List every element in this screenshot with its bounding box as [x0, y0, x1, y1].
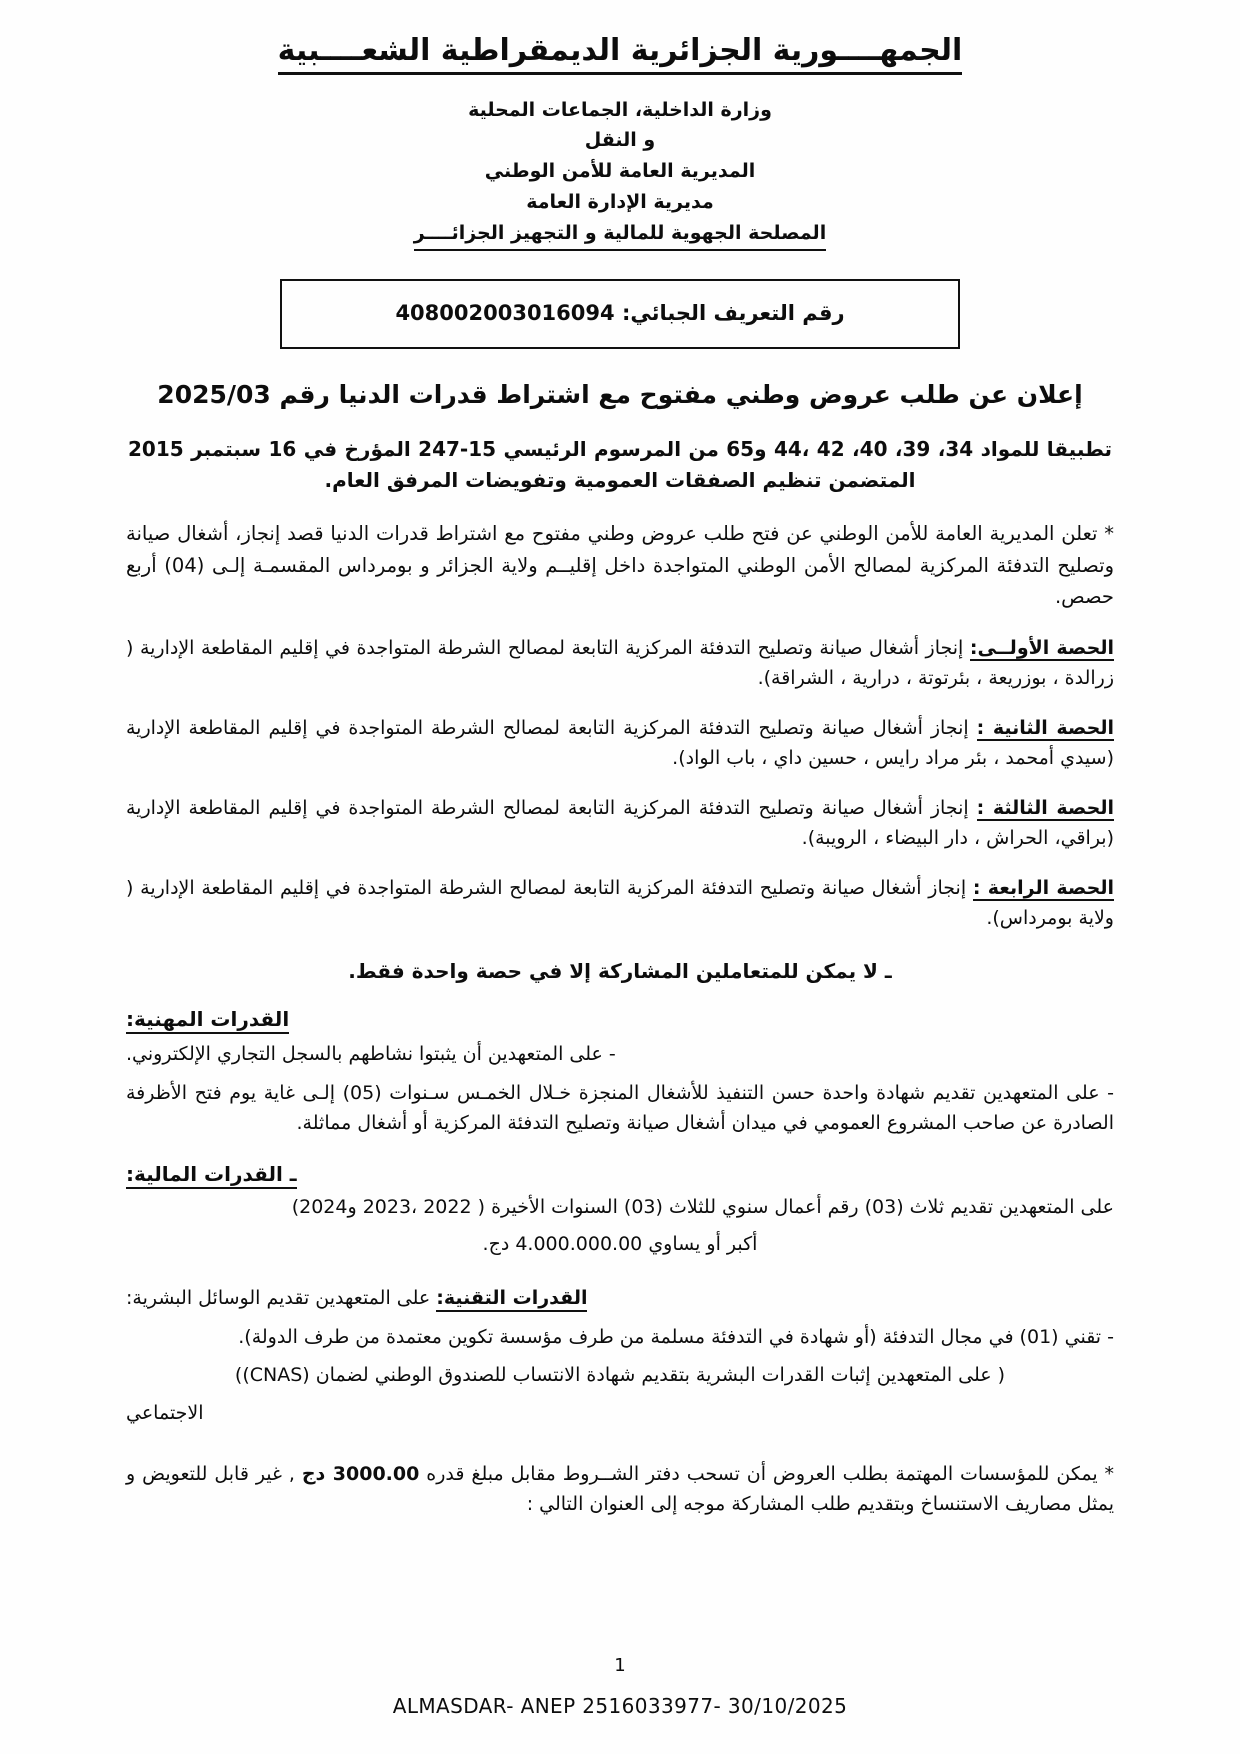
lot-item [126, 713, 1114, 773]
technical-capacities-heading-rest: على المتعهدين تقديم الوسائل البشرية: [126, 1287, 431, 1310]
ministry-block [120, 95, 1120, 252]
technical-item-2: ( على المتعهدين إثبات القدرات البشرية بتقديم شهادة الانتساب للصندوق الوطني لضمان (CNAS)) [234, 1363, 1006, 1386]
ministry-line-3: المديرية العامة للأمن الوطني [484, 160, 756, 183]
ministry-line-2: و النقل [584, 129, 656, 152]
technical-capacities-heading-text: القدرات التقنية: [436, 1287, 587, 1312]
financial-amount-suffix: دج. [482, 1232, 510, 1255]
technical-item-3: الاجتماعي [126, 1402, 204, 1425]
closing-paragraph [126, 1459, 1114, 1521]
financial-amount-prefix: أكبر أو يساوي [648, 1232, 758, 1255]
ministry-line-1: وزارة الداخلية، الجماعات المحلية [468, 98, 772, 121]
single-lot-notice: ـ لا يمكن للمتعاملين المشاركة إلا في حصة واحدة فقط. [348, 959, 892, 984]
technical-item-1: - تقني (01) في مجال التدفئة (أو شهادة في التدفئة مسلمة من طرف مؤسسة تكوين معتمدة من طرف الدولة). [238, 1325, 1114, 1348]
closing-part-1: * يمكن للمؤسسات المهتمة بطلب العروض أن تسحب دفتر الشــروط مقابل مبلغ قدره [426, 1462, 1115, 1485]
technical-capacities-heading [126, 1283, 1114, 1313]
financial-line-2 [126, 1229, 1114, 1259]
financial-line-1: على المتعهدين تقديم ثلاث (03) رقم أعمال سنوي للثلاث (03) السنوات الأخيرة ( 2022 ،2023 و2024) [291, 1196, 1114, 1219]
lot-body: إنجاز أشغال صيانة وتصليح التدفئة المركزية التابعة لمصالح الشرطة المتواجدة في إقليم المقاطعة الإدارية ( ولاية بومرداس). [126, 877, 1114, 930]
professional-capacities-heading-text: القدرات المهنية: [126, 1007, 289, 1034]
lot-label: الحصة الثانية : [976, 717, 1114, 740]
lot-body: إنجاز أشغال صيانة وتصليح التدفئة المركزية التابعة لمصالح الشرطة المتواجدة في إقليم المقاطعة الإدارية ( زرالدة ، بوزريعة ، بئرتوتة ، درارية ، الشراقة). [126, 637, 1114, 690]
professional-item-1: - على المتعهدين أن يثبتوا نشاطهم بالسجل التجاري الإلكتروني. [126, 1043, 616, 1066]
tax-id-value: 408002003016094 [395, 301, 615, 326]
professional-capacities-heading [126, 1007, 1114, 1031]
withdrawal-amount: 3000.00 دج [301, 1462, 420, 1485]
republic-title-text: الجمهــــورية الجزائرية الديمقراطية الشعــــبية [278, 32, 963, 75]
ministry-line-5: المصلحة الجهوية للمالية و التجهيز الجزائــــر [414, 218, 826, 252]
tax-id-line [292, 301, 948, 325]
financial-capacities-heading [126, 1162, 1114, 1186]
lot-body: إنجاز أشغال صيانة وتصليح التدفئة المركزية التابعة لمصالح الشرطة المتواجدة في إقليم المقاطعة الإدارية (براقي، الحراش ، دار البيضاء ، الرويبة). [126, 797, 1114, 850]
financial-capacities-heading-text: ـ القدرات المالية: [126, 1162, 297, 1189]
lot-body: إنجاز أشغال صيانة وتصليح التدفئة المركزية التابعة لمصالح الشرطة المتواجدة في إقليم المقاطعة الإدارية (سيدي أمحمد ، بئر مراد رايس ، حسين داي ، باب الواد). [126, 717, 1114, 770]
intro-paragraph: * تعلن المديرية العامة للأمن الوطني عن فتح طلب عروض وطني مفتوح مع اشتراط قدرات الدنيا قصد إنجاز، أشغال صيانة وتصليح التدفئة المركزية لمصالح الأمن الوطني المتواجدة داخل إقليــم ولاية الجزائر و بومرداس المقسمـة إلـى (04) أربع حصص. [126, 522, 1115, 609]
tax-id-label: رقم التعريف الجبائي: [621, 301, 845, 326]
page-number: 1 [614, 1655, 626, 1676]
document-body [120, 0, 1120, 1520]
footer-source: ALMASDAR- ANEP 2516033977- 30/10/2025 [392, 1694, 848, 1718]
republic-title [120, 32, 1120, 75]
lot-label: الحصة الأولــى: [969, 637, 1114, 660]
ministry-line-5-wrap [120, 218, 1120, 252]
tax-id-box [280, 279, 960, 349]
ministry-line-4: مديرية الإدارة العامة [526, 190, 714, 213]
lot-item [126, 793, 1114, 853]
lot-label: الحصة الرابعة : [972, 877, 1114, 900]
legal-basis-paragraph: تطبيقا للمواد 34، 39، 40، 42 ،44 و65 من المرسوم الرئيسي 15-247 المؤرخ في 16 سبتمبر 2015 المتضمن تنظيم الصفقات العمومية وتفويضات المرفق العام. [128, 437, 1113, 493]
announcement-title: إعلان عن طلب عروض وطني مفتوح مع اشتراط قدرات الدنيا رقم 2025/03 [157, 380, 1083, 410]
lot-item [126, 633, 1114, 693]
lot-item [126, 873, 1114, 933]
financial-amount-value: 4.000.000.00 [515, 1232, 643, 1255]
professional-item-2: - على المتعهدين تقديم شهادة واحدة حسن التنفيذ للأشغال المنجزة خـلال الخمـس سـنوات (05) إلـى غاية يوم فتح الأظرفة الصادرة عن صاحب المشروع العمومي في ميدان أشغال صيانة وتصليح التدفئة المركزية أو أشغال مماثلة. [126, 1081, 1115, 1134]
lot-label: الحصة الثالثة : [976, 797, 1114, 820]
closing-part-2: , غير قابل للتعويض و يمثل مصاريف الاستنساخ وبتقديم طلب المشاركة موجه إلى العنوان التالي : [126, 1462, 1114, 1516]
